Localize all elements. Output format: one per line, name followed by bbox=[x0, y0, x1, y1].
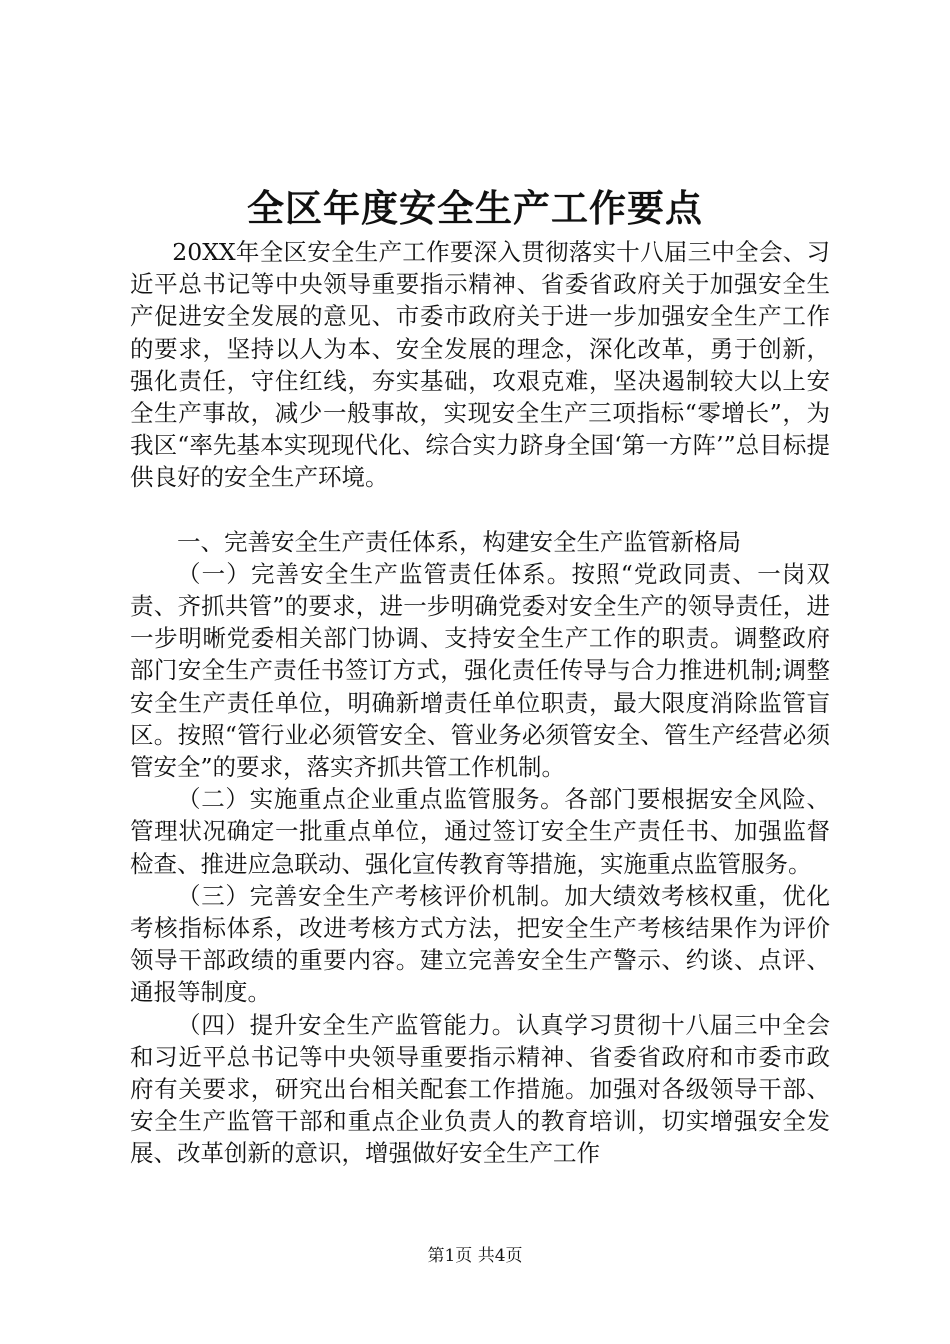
section-item-3: （三）完善安全生产考核评价机制。加大绩效考核权重，优化考核指标体系，改进考核方式方法，把安全生产考核结果作为评价领导干部政绩的重要内容。建立完善安全生产警示、约谈、点评、通报等制度。 bbox=[130, 881, 830, 1007]
document-body bbox=[130, 236, 830, 1170]
intro-paragraph: 20XX年全区安全生产工作要深入贯彻落实十八届三中全会、习近平总书记等中央领导重要指示精神、省委省政府关于加强安全生产促进安全发展的意见、市委市政府关于进一步加强安全生产工作的要求，坚持以人为本、安全发展的理念，深化改革，勇于创新，强化责任，守住红线，夯实基础，攻艰克难，坚决遏制较大以上安全生产事故，减少一般事故，实现安全生产三项指标“零增长”，为我区“率先基本实现现代化、综合实力跻身全国‘第一方阵’”总目标提供良好的安全生产环境。 bbox=[130, 238, 830, 492]
section-heading: 一、完善安全生产责任体系，构建安全生产监管新格局 bbox=[177, 527, 741, 556]
page-footer: 第1页 共4页 bbox=[427, 1246, 523, 1266]
section-item-2: （二）实施重点企业重点监管服务。各部门要根据安全风险、管理状况确定一批重点单位，通过签订安全生产责任书、加强监督检查、推进应急联动、强化宣传教育等措施，实施重点监管服务。 bbox=[130, 785, 830, 878]
section-item-1: （一）完善安全生产监管责任体系。按照“党政同责、一岗双责、齐抓共管”的要求，进一步明确党委对安全生产的领导责任，进一步明晰党委相关部门协调、支持安全生产工作的职责。调整政府部门安全生产责任书签订方式，强化责任传导与合力推进机制;调整安全生产责任单位，明确新增责任单位职责，最大限度消除监管盲区。按照“管行业必须管安全、管业务必须管安全、管生产经营必须管安全”的要求，落实齐抓共管工作机制。 bbox=[130, 559, 830, 782]
section-item-4: （四）提升安全生产监管能力。认真学习贯彻十八届三中全会和习近平总书记等中央领导重要指示精神、省委省政府和市委市政府有关要求，研究出台相关配套工作措施。加强对各级领导干部、安全生产监管干部和重点企业负责人的教育培训，切实增强安全发展、改革创新的意识，增强做好安全生产工作 bbox=[130, 1010, 830, 1168]
document-title: 全区年度安全生产工作要点 bbox=[247, 186, 703, 230]
